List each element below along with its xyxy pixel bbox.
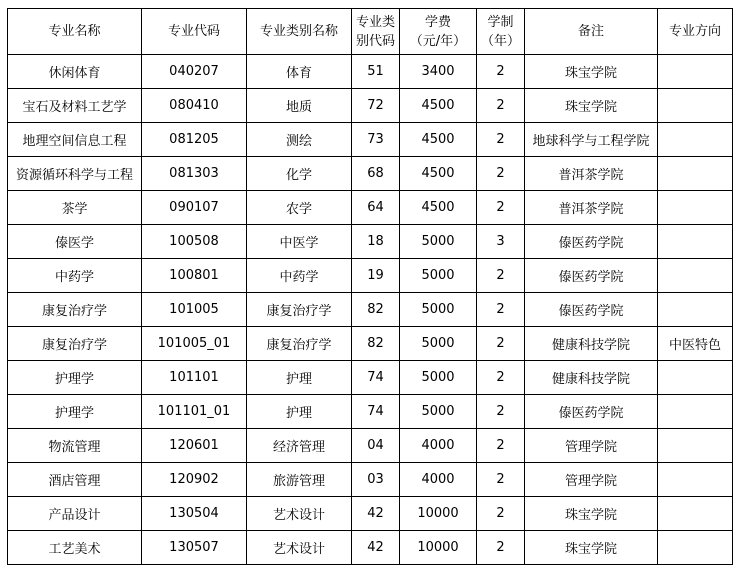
cell-fee: 5000 xyxy=(400,327,477,361)
cell-years: 2 xyxy=(477,361,525,395)
cell-fee: 5000 xyxy=(400,225,477,259)
cell-fee: 4500 xyxy=(400,89,477,123)
header-fee xyxy=(400,9,477,55)
cell-direction: 中医特色 xyxy=(658,327,733,361)
table-body xyxy=(8,55,733,565)
cell-years: 2 xyxy=(477,191,525,225)
cell-code: 120601 xyxy=(142,429,247,463)
cell-code: 100801 xyxy=(142,259,247,293)
cell-name: 傣医学 xyxy=(8,225,142,259)
cell-code: 081303 xyxy=(142,157,247,191)
majors-table xyxy=(7,8,733,565)
table-row xyxy=(8,89,733,123)
cell-direction xyxy=(658,89,733,123)
cell-category: 康复治疗学 xyxy=(247,293,352,327)
cell-fee: 4500 xyxy=(400,191,477,225)
cell-category: 化学 xyxy=(247,157,352,191)
cell-years: 2 xyxy=(477,463,525,497)
cell-category-code: 82 xyxy=(352,293,400,327)
cell-years: 2 xyxy=(477,293,525,327)
cell-code: 101101_01 xyxy=(142,395,247,429)
cell-note: 健康科技学院 xyxy=(525,361,658,395)
cell-fee: 5000 xyxy=(400,395,477,429)
cell-note: 普洱茶学院 xyxy=(525,157,658,191)
cell-category-code: 42 xyxy=(352,497,400,531)
cell-fee: 10000 xyxy=(400,497,477,531)
cell-category: 艺术设计 xyxy=(247,531,352,565)
cell-direction xyxy=(658,361,733,395)
cell-fee: 3400 xyxy=(400,55,477,89)
cell-category-code: 74 xyxy=(352,395,400,429)
cell-years: 3 xyxy=(477,225,525,259)
cell-years: 2 xyxy=(477,89,525,123)
table-row xyxy=(8,531,733,565)
cell-fee: 5000 xyxy=(400,361,477,395)
cell-category: 康复治疗学 xyxy=(247,327,352,361)
cell-code: 101101 xyxy=(142,361,247,395)
cell-category: 艺术设计 xyxy=(247,497,352,531)
cell-code: 080410 xyxy=(142,89,247,123)
cell-years: 2 xyxy=(477,157,525,191)
cell-fee: 5000 xyxy=(400,259,477,293)
cell-note: 傣医药学院 xyxy=(525,395,658,429)
table-row xyxy=(8,123,733,157)
cell-fee: 4000 xyxy=(400,429,477,463)
cell-category-code: 74 xyxy=(352,361,400,395)
cell-fee: 5000 xyxy=(400,293,477,327)
cell-code: 120902 xyxy=(142,463,247,497)
cell-years: 2 xyxy=(477,123,525,157)
cell-direction xyxy=(658,531,733,565)
header-code: 专业代码 xyxy=(142,9,247,55)
cell-direction xyxy=(658,463,733,497)
table-row xyxy=(8,463,733,497)
cell-category: 中医学 xyxy=(247,225,352,259)
cell-name: 地理空间信息工程 xyxy=(8,123,142,157)
cell-category-code: 19 xyxy=(352,259,400,293)
cell-direction xyxy=(658,191,733,225)
table-row xyxy=(8,55,733,89)
cell-note: 傣医药学院 xyxy=(525,259,658,293)
cell-years: 2 xyxy=(477,395,525,429)
cell-name: 康复治疗学 xyxy=(8,293,142,327)
cell-note: 珠宝学院 xyxy=(525,531,658,565)
cell-direction xyxy=(658,157,733,191)
header-fee-line2: （元/年） xyxy=(409,33,467,49)
cell-years: 2 xyxy=(477,55,525,89)
cell-name: 康复治疗学 xyxy=(8,327,142,361)
cell-code: 081205 xyxy=(142,123,247,157)
header-years xyxy=(477,9,525,55)
cell-years: 2 xyxy=(477,259,525,293)
cell-category: 地质 xyxy=(247,89,352,123)
header-row xyxy=(8,9,733,55)
table-row xyxy=(8,327,733,361)
cell-category-code: 72 xyxy=(352,89,400,123)
cell-fee: 4500 xyxy=(400,123,477,157)
cell-direction xyxy=(658,123,733,157)
table-row xyxy=(8,293,733,327)
cell-code: 040207 xyxy=(142,55,247,89)
cell-category: 经济管理 xyxy=(247,429,352,463)
cell-note: 珠宝学院 xyxy=(525,497,658,531)
cell-note: 管理学院 xyxy=(525,429,658,463)
header-fee-line1: 学费 xyxy=(424,14,451,30)
cell-years: 2 xyxy=(477,327,525,361)
header-years-line1: 学制 xyxy=(487,14,514,30)
cell-note: 健康科技学院 xyxy=(525,327,658,361)
cell-name: 酒店管理 xyxy=(8,463,142,497)
cell-years: 2 xyxy=(477,531,525,565)
cell-code: 101005_01 xyxy=(142,327,247,361)
cell-category-code: 42 xyxy=(352,531,400,565)
header-category-code-line2: 别代码 xyxy=(355,33,395,49)
cell-category-code: 68 xyxy=(352,157,400,191)
cell-name: 护理学 xyxy=(8,395,142,429)
cell-code: 101005 xyxy=(142,293,247,327)
cell-direction xyxy=(658,259,733,293)
header-category-code xyxy=(352,9,400,55)
cell-direction xyxy=(658,293,733,327)
cell-name: 中药学 xyxy=(8,259,142,293)
cell-category: 中药学 xyxy=(247,259,352,293)
cell-name: 工艺美术 xyxy=(8,531,142,565)
table-row xyxy=(8,361,733,395)
cell-category-code: 18 xyxy=(352,225,400,259)
cell-category: 护理 xyxy=(247,395,352,429)
cell-note: 普洱茶学院 xyxy=(525,191,658,225)
header-name: 专业名称 xyxy=(8,9,142,55)
cell-category-code: 64 xyxy=(352,191,400,225)
cell-direction xyxy=(658,395,733,429)
cell-category: 农学 xyxy=(247,191,352,225)
cell-category: 测绘 xyxy=(247,123,352,157)
table-row xyxy=(8,497,733,531)
cell-name: 物流管理 xyxy=(8,429,142,463)
header-note: 备注 xyxy=(525,9,658,55)
header-category: 专业类别名称 xyxy=(247,9,352,55)
cell-fee: 4500 xyxy=(400,157,477,191)
cell-note: 管理学院 xyxy=(525,463,658,497)
cell-fee: 4000 xyxy=(400,463,477,497)
cell-years: 2 xyxy=(477,497,525,531)
cell-note: 傣医药学院 xyxy=(525,225,658,259)
table-row xyxy=(8,259,733,293)
cell-direction xyxy=(658,55,733,89)
cell-category: 体育 xyxy=(247,55,352,89)
cell-name: 产品设计 xyxy=(8,497,142,531)
cell-category-code: 51 xyxy=(352,55,400,89)
table-row xyxy=(8,191,733,225)
cell-category-code: 82 xyxy=(352,327,400,361)
cell-direction xyxy=(658,429,733,463)
cell-category-code: 04 xyxy=(352,429,400,463)
cell-code: 130507 xyxy=(142,531,247,565)
cell-name: 茶学 xyxy=(8,191,142,225)
table-row xyxy=(8,157,733,191)
table-row xyxy=(8,225,733,259)
header-direction: 专业方向 xyxy=(658,9,733,55)
cell-category: 护理 xyxy=(247,361,352,395)
header-category-code-line1: 专业类 xyxy=(355,14,395,30)
cell-category: 旅游管理 xyxy=(247,463,352,497)
cell-note: 珠宝学院 xyxy=(525,55,658,89)
cell-note: 地球科学与工程学院 xyxy=(525,123,658,157)
cell-direction xyxy=(658,225,733,259)
header-years-line2: （年） xyxy=(480,33,520,49)
cell-note: 傣医药学院 xyxy=(525,293,658,327)
cell-note: 珠宝学院 xyxy=(525,89,658,123)
cell-name: 护理学 xyxy=(8,361,142,395)
table-row xyxy=(8,395,733,429)
cell-code: 100508 xyxy=(142,225,247,259)
cell-name: 休闲体育 xyxy=(8,55,142,89)
cell-code: 130504 xyxy=(142,497,247,531)
cell-years: 2 xyxy=(477,429,525,463)
cell-name: 资源循环科学与工程 xyxy=(8,157,142,191)
cell-fee: 10000 xyxy=(400,531,477,565)
cell-direction xyxy=(658,497,733,531)
cell-name: 宝石及材料工艺学 xyxy=(8,89,142,123)
cell-category-code: 03 xyxy=(352,463,400,497)
cell-category-code: 73 xyxy=(352,123,400,157)
table-row xyxy=(8,429,733,463)
cell-code: 090107 xyxy=(142,191,247,225)
